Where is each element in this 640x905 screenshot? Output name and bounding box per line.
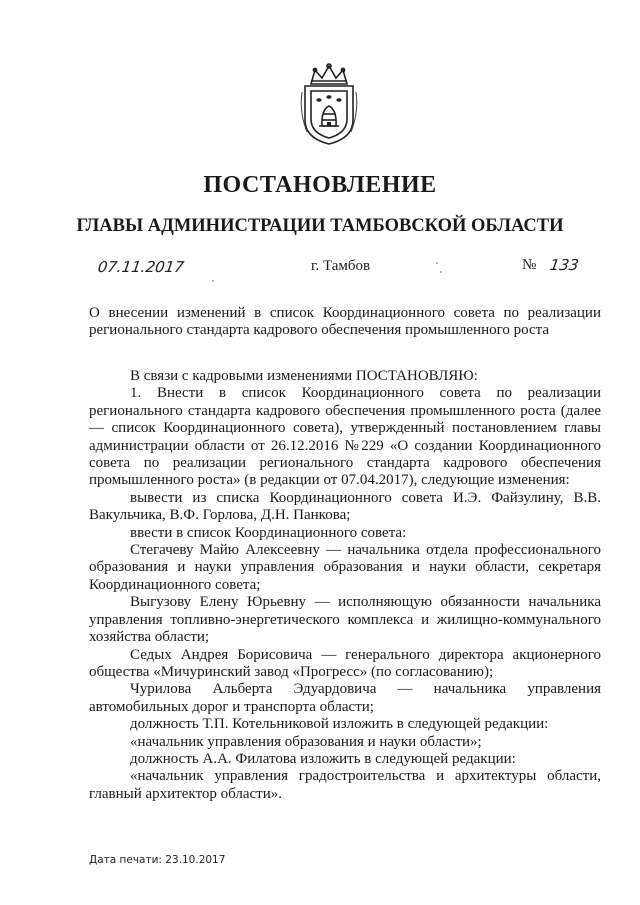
coat-of-arms-icon	[297, 62, 361, 146]
body-paragraph-filatov: должность А.А. Филатова изложить в следующей редакции:	[130, 750, 516, 767]
body-paragraph-kotelnikova: должность Т.П. Котельниковой изложить в следующей редакции:	[130, 716, 549, 733]
body-paragraph-intro: В связи с кадровыми изменениями ПОСТАНОВЛЯЮ:	[130, 368, 478, 384]
body-paragraph-vyguzova: Выгузову Елену Юрьевну — исполняющую обязанности начальника управления топливно-энергетического комплекса и жилищно-коммунального хозяйства области;	[89, 594, 601, 646]
body-paragraph-item-1: 1. Внести в список Координационного совета по реализации регионального стандарта кадрового обеспечения промышленного роста (далее — список Координационного совета), утвержденный постановлением главы администрации области от 26.12.2016 №229 «О создании Координационного совета по реализации регионального стандарта кадрового обеспечения промышленного роста» (в редакции от 07.04.2017), следующие изменения:	[89, 385, 601, 489]
body-paragraph-stegacheva: Стегачеву Майю Алексеевну — начальника отдела профессионального образования и науки управления образования и науки области, секретаря Координационного совета;	[89, 542, 601, 593]
body-paragraph-sedykh: Седых Андрея Борисовича — генерального директора акционерного общества «Мичуринский завод «Прогресс» (по согласованию);	[89, 646, 601, 680]
scan-speck	[436, 262, 438, 264]
document-body	[89, 368, 601, 803]
body-paragraph-filatov-text: «начальник управления градостроительства и архитектуры области, главный архитектор области».	[89, 768, 601, 802]
document-subject: О внесении изменений в список Координационного совета по реализации регионального стандарта кадрового обеспечения промышленного роста	[89, 305, 601, 338]
body-paragraph-kotelnikova-text: «начальник управления образования и науки области»;	[130, 733, 482, 750]
body-paragraph-remove: вывести из списка Координационного совета И.Э. Файзулину, В.В. Вакульчика, В.Ф. Горлова, Д.Н. Панкова;	[89, 489, 601, 524]
document-city: г. Тамбов	[311, 258, 371, 274]
scan-speck	[440, 271, 442, 273]
body-paragraph-add: ввести в список Координационного совета:	[130, 524, 407, 541]
print-date: Дата печати: 23.10.2017	[89, 854, 226, 866]
document-number: 133	[548, 256, 580, 274]
body-paragraph-churilov: Чурилова Альберта Эдуардовича — начальника управления автомобильных дорог и транспорта области;	[89, 681, 601, 715]
document-number-label: №	[522, 257, 537, 273]
document-date: 07.11.2017	[96, 258, 186, 276]
scan-speck	[212, 280, 214, 282]
document-subtitle: ГЛАВЫ АДМИНИСТРАЦИИ ТАМБОВСКОЙ ОБЛАСТИ	[76, 216, 564, 236]
document-title: ПОСТАНОВЛЕНИЕ	[203, 172, 437, 198]
